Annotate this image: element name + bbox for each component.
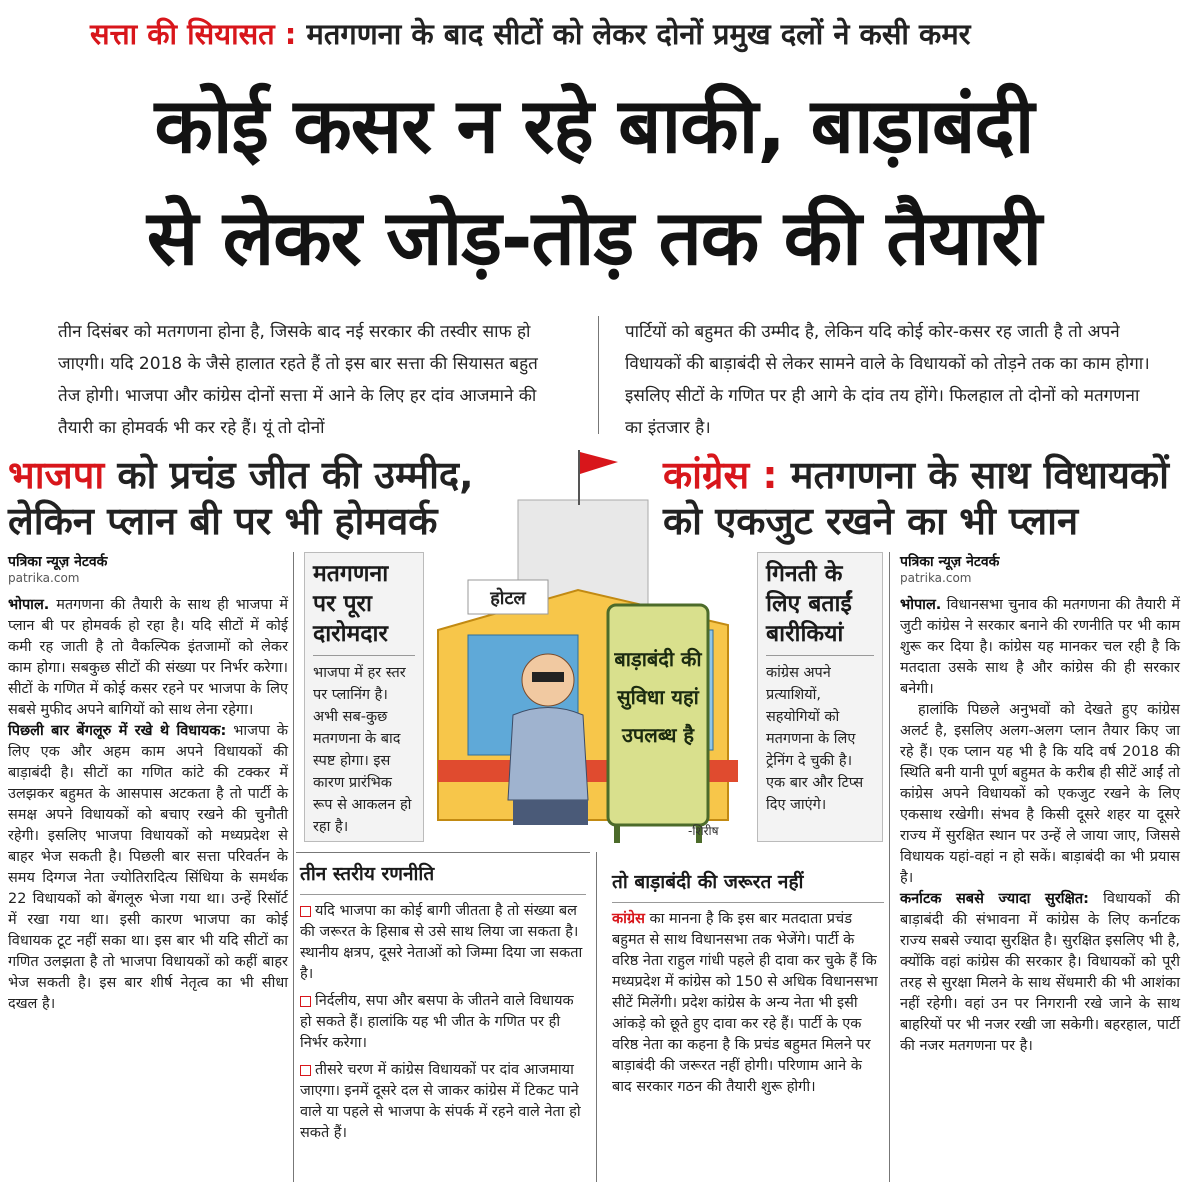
- bjp-site: patrika.com: [8, 571, 80, 585]
- strategy-item-2: [300, 991, 586, 1054]
- strategy-head: तीन स्तरीय रणनीति: [300, 863, 435, 885]
- cartoon-artist: -शिरीष: [688, 824, 719, 838]
- intro-divider: [598, 316, 599, 434]
- congress-headline-red: कांग्रेस :: [663, 453, 778, 497]
- congress-headline-line2: को एकजुट रखने का भी प्लान: [663, 499, 1079, 543]
- person-glasses: [532, 672, 564, 682]
- intro-right: पार्टियों को बहुमत की उम्मीद है, लेकिन यदि कोई कोर-कसर रह जाती है तो अपने विधायकों की बाड़ाबंदी से लेकर सामने वाले के विधायकों को तोड़ने तक का काम होगा। इसलिए सीटों के गणित पर ही आगे के दांव तय होंगे। फिलहाल तो दोनों को मतगणना का इंतजार है।: [625, 322, 1150, 438]
- bjp-headline: [8, 452, 474, 544]
- box-training-head: गिनती के लिए बताईं बारीकियां: [766, 561, 852, 647]
- bjp-headline-line2: लेकिन प्लान बी पर भी होमवर्क: [8, 499, 438, 543]
- strategy-item-1: [300, 901, 586, 985]
- bullet-icon: [300, 906, 311, 917]
- flag-icon: [580, 452, 618, 474]
- congress-subhead: कर्नाटक सबसे ज्यादा सुरक्षित:: [900, 891, 1089, 907]
- congress-site: patrika.com: [900, 571, 972, 585]
- bjp-subhead: पिछली बार बेंगलूरु में रखे थे विधायक:: [8, 723, 227, 739]
- kicker-text: मतगणना के बाद सीटों को लेकर दोनों प्रमुख दलों ने कसी कमर: [306, 17, 971, 51]
- person-suit: [508, 708, 588, 801]
- cartoon: [428, 440, 754, 845]
- headline-line-2: से लेकर जोड़-तोड़ तक की तैयारी: [146, 193, 1042, 282]
- headline-line-1: कोई कसर न रहे बाकी, बाड़ाबंदी: [154, 81, 1034, 170]
- strategy-item-3: [300, 1060, 586, 1144]
- strategy-rule: [296, 852, 590, 853]
- bjp-p1: मतगणना की तैयारी के साथ ही भाजपा में प्लान बी पर होमवर्क हो रहा है। यदि सीटों में कोई कमी रह जाती है तो वैकल्पिक इंतजामों को लेकर काम होगा। सबकुछ सीटों की संख्या पर निर्भर करेगा। सीटों के गणित में कोई कसर रहने पर भाजपा के लिए सबसे मुफीद अपने बागियों को साथ लेना रहेगा।: [8, 597, 288, 718]
- box-counting-text: भाजपा में हर स्तर पर प्लानिंग है। अभी सब-कुछ मतगणना के बाद स्पष्ट होगा। इस कारण प्रारंभिक रूप से आकलन हो रहा है।: [313, 665, 412, 835]
- intro-left: तीन दिसंबर को मतगणना होना है, जिसके बाद नई सरकार की तस्वीर साफ हो जाएगी। यदि 2018 के जैसे हालात रहते हैं तो इस बार सत्ता की सियासत बहुत तेज होगी। भाजपा और कांग्रेस दोनों सत्ता में आने के लिए हर दांव आजमाने की तैयारी का होमवर्क भी कर रहे हैं। यूं तो दोनों: [58, 322, 538, 438]
- congress-body-1: [900, 595, 1180, 700]
- bjp-body-1: [8, 595, 288, 721]
- flag-pole: [578, 450, 580, 505]
- cartoon-illustration: [428, 440, 754, 845]
- bullet-icon: [300, 1065, 311, 1076]
- bjp-divider: [293, 552, 294, 1182]
- bjp-headline-line1: को प्रचंड जीत की उम्मीद,: [104, 453, 474, 497]
- congress-column: [900, 552, 1180, 1057]
- strategy-item-3-text: तीसरे चरण में कांग्रेस विधायकों पर दांव आजमाया जाएगा। इनमें दूसरे दल से जाकर कांग्रेस में टिकट पाने वाले या पहले से भाजपा के संपर्क में रहने वाले नेता हो सकते हैं।: [300, 1062, 581, 1141]
- barricade-board-text: बाड़ाबंदी की सुविधा यहां उपलब्ध है: [614, 647, 702, 747]
- congress-divider: [889, 552, 890, 1182]
- hotel-sign-text: होटल: [490, 588, 526, 609]
- box-training: [757, 552, 883, 842]
- congress-body-3: [900, 889, 1180, 1057]
- bjp-byline: पत्रिका न्यूज़ नेटवर्क: [8, 554, 108, 570]
- nobarricade-text: का मानना है कि इस बार मतदाता प्रचंड बहुमत से साथ विधानसभा तक भेजेंगे। पार्टी के वरिष्ठ नेता राहुल गांधी पहले ही दावा कर चुके हैं कि मध्यप्रदेश में कांग्रेस को 150 से अधिक विधानसभा सीटें मिलेंगी। प्रदेश कांग्रेस के अन्य नेता भी इसी आंकड़े को छूते हुए दावा कर रहे हैं। पार्टी के एक वरिष्ठ नेता का कहना है कि प्रचंड बहुमत मिलने पर बाड़ाबंदी की जरूरत नहीं होगी। परिणाम आने के बाद सरकार गठन की तैयारी शुरू होगी।: [612, 911, 878, 1095]
- strategy-item-2-text: निर्दलीय, सपा और बसपा के जीतने वाले विधायक हो सकते हैं। हालांकि यह भी जीत के गणित पर ही निर्भर करेगा।: [300, 993, 574, 1051]
- person-legs: [513, 800, 588, 825]
- board-leg-left: [614, 825, 620, 843]
- nobarricade-lead: कांग्रेस: [612, 911, 645, 927]
- bullet-icon: [300, 996, 311, 1007]
- congress-p1: विधानसभा चुनाव की मतगणना की तैयारी में जुटी कांग्रेस ने सरकार बनाने की रणनीति पर भी काम शुरू कर दिया है। कांग्रेस यह मानकर चल रही है कि मतदाता उसके साथ है और कांग्रेस की ही सरकार बनेगी।: [900, 597, 1180, 697]
- middle-divider: [596, 852, 597, 1182]
- bjp-p2: भाजपा के लिए एक और अहम काम अपने विधायकों की बाड़ाबंदी है। सीटों का गणित कांटे की टक्कर में उलझकर बहुमत के आसपास अटकता है तो पार्टी के समक्ष अपने विधायकों को बचाए रखने की चुनौती रहेगी। इसलिए भाजपा विधायकों को मध्यप्रदेश से बाहर भेज सकती है। पिछली बार सत्ता परिवर्तन के समय दिग्गज नेता ज्योतिरादित्य सिंधिया के समर्थक 22 विधायकों को बेंगलूरु भेजा गया था। उन्हें रिसॉर्ट में रखा गया था। इसी कारण भाजपा का कोई विधायक टूट नहीं सका था। इस बार भी यदि सीटों का गणित उलझता है तो भाजपा विधायकों को कहीं बाहर भेज सकती है। इस बार शीर्ष नेतृत्व का भी सीधा दखल है।: [8, 723, 288, 1012]
- congress-headline-line1: मतगणना के साथ विधायकों: [777, 453, 1169, 497]
- kicker-label: सत्ता की सियासत :: [90, 17, 297, 51]
- strategy-section: [300, 860, 586, 1144]
- congress-p2: हालांकि पिछले अनुभवों को देखते हुए कांग्रेस अलर्ट है, इसलिए अलग-अलग प्लान तैयार किए जा रहे हैं। एक प्लान यह भी है कि यदि वर्ष 2018 की स्थिति बनी यानी पूर्ण बहुमत के करीब ही सीटें आईं तो कांग्रेस अपने विधायकों को एकजुट रखने के लिए एकसाथ रखेगी। संभव है किसी दूसरे शहर या दूसरे राज्य में सुरक्षित स्थान पर उन्हें ले जाया जाए, जिससे विधायक यहां-वहां न हो सकें। बाड़ाबंदी का भी प्रयास है।: [900, 702, 1180, 886]
- nobarricade-body: [612, 909, 884, 1098]
- bjp-column: [8, 552, 288, 1015]
- box-counting-head: मतगणना पर पूरा दारोमदार: [313, 561, 389, 647]
- box-training-text: कांग्रेस अपने प्रत्याशियों, सहयोगियों को मतगणना के लिए ट्रेनिंग दे चुकी है। एक बार और टिप्स दिए जाएंगे।: [766, 665, 864, 813]
- bjp-body-2: [8, 721, 288, 1015]
- box-counting: [304, 552, 424, 842]
- kicker: [90, 14, 971, 53]
- bjp-headline-red: भाजपा: [8, 453, 105, 497]
- nobarricade-section: [612, 868, 884, 1098]
- strategy-item-1-text: यदि भाजपा का कोई बागी जीतता है तो संख्या बल की जरूरत के हिसाब से उसे साथ लिया जा सकता है। स्थानीय क्षत्रप, दूसरे नेताओं को जिम्मा दिया जा सकता है।: [300, 903, 583, 982]
- congress-dateline: भोपाल.: [900, 597, 942, 613]
- congress-byline: पत्रिका न्यूज़ नेटवर्क: [900, 554, 1000, 570]
- congress-p3: विधायकों की बाड़ाबंदी की संभावना में कांग्रेस के लिए कर्नाटक राज्य सबसे ज्यादा सुरक्षित है। सुरक्षित इसलिए भी है, क्योंकि वहां कांग्रेस की सरकार है। विधायकों को पूरी तरह से सुरक्षा मिलने के साथ सेंधमारी की भी आशंका नहीं रहेगी। वहां उन पर निगरानी रखे जाने के साथ बाहरियों पर भी नजर रखी जा सकेगी। बहरहाल, पार्टी की नजर मतगणना पर है।: [900, 891, 1180, 1054]
- nobarricade-head: तो बाड़ाबंदी की जरूरत नहीं: [612, 871, 804, 893]
- bjp-dateline: भोपाल.: [8, 597, 50, 613]
